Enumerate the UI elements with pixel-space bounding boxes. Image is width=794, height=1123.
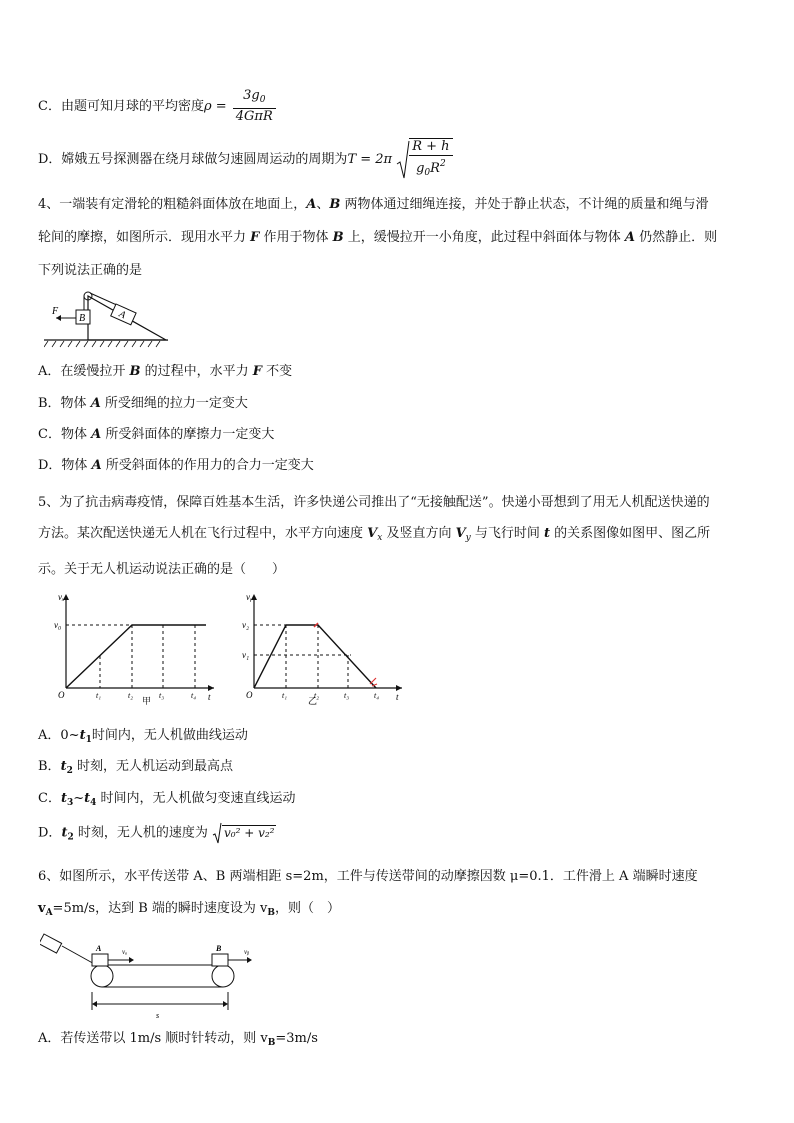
- q5-option-b: B．$t_2$ 时刻，无人机运动到最高点: [38, 759, 233, 776]
- rho-symbol: ρ =: [203, 99, 227, 114]
- q5-graph-yi: [236, 590, 406, 708]
- q4-option-c: C．物体 A 所受斜面体的摩擦力一定变大: [38, 427, 275, 442]
- vx-line: [66, 625, 206, 688]
- svg-text:t₂: t₂: [128, 691, 134, 700]
- svg-text:vᵧ: vᵧ: [246, 592, 253, 602]
- svg-text:t₃: t₃: [344, 691, 350, 700]
- q6-stem: 6、如图所示，水平传送带 A、B 两端相距 s=2m，工件与传送带间的动摩擦因数 μ=0.1．工件滑上 A 端瞬时速度 $v_A=5m/s$，达到 B 端的瞬时速度设为 $v_B$，则（ ）: [38, 869, 698, 918]
- svg-text:t: t: [208, 692, 211, 702]
- q4-option-d: D．物体 A 所受斜面体的作用力的合力一定变大: [38, 458, 314, 473]
- svg-text:vᵦ: vᵦ: [244, 948, 250, 956]
- sqrt-expression: $\frac{R + h}{g_0R^2}$: [396, 138, 454, 181]
- q6-option-a: A．若传送带以 1m/s 顺时针转动，则 $v_B=3m/s$: [38, 1031, 318, 1048]
- svg-text:B: B: [216, 944, 222, 953]
- svg-text:B: B: [79, 313, 86, 324]
- svg-text:O: O: [58, 690, 65, 700]
- q5-graph-jia: [48, 590, 218, 708]
- workpiece-b: [212, 954, 228, 966]
- vy-line: [254, 625, 376, 688]
- workpiece-a: [92, 954, 108, 966]
- svg-text:t₁: t₁: [96, 691, 102, 700]
- svg-text:t: t: [396, 692, 399, 702]
- q4-incline-figure: [44, 284, 174, 352]
- left-roller-icon: [91, 965, 113, 987]
- q3-option-c: [38, 88, 278, 125]
- q4-option-b: B．物体 A 所受细绳的拉力一定变大: [38, 396, 248, 411]
- svg-text:F: F: [52, 306, 59, 317]
- q5-option-d: D．$t_2$ 时刻，无人机的速度为 v₀² + v₂²: [38, 822, 276, 847]
- radical-sign-icon: [396, 140, 410, 180]
- q5-option-a: A．$0\sim t_1$时间内，无人机做曲线运动: [38, 728, 248, 745]
- svg-text:t₄: t₄: [191, 691, 197, 700]
- q5-stem: 5、为了抗击病毒疫情，保障百姓基本生活，许多快递公司推出了“无接触配送”。快递小哥想到了用无人机配送快递的 方法。某次配送快递无人机在飞行过程中，水平方向速度 $V_x$ 及竖直方向 $V_y$ 与飞行时间 t 的关系图像如图甲、图乙所 示。关于无人机运动说法正确的是（ ）: [38, 495, 711, 577]
- svg-text:vₓ: vₓ: [58, 592, 65, 602]
- period-symbol: T = 2π: [347, 152, 393, 167]
- density-fraction: $\frac{3g_0}{\text{4GπR}}$: [233, 88, 276, 125]
- svg-text:vₐ: vₐ: [122, 948, 128, 956]
- workpiece-start: [40, 934, 62, 953]
- svg-text:t₃: t₃: [159, 691, 165, 700]
- q4-option-a: A．在缓慢拉开 B 的过程中，水平力 F 不变: [38, 364, 293, 379]
- speed-sqrt: v₀² + v₂²: [212, 822, 276, 844]
- svg-text:v₁: v₁: [242, 650, 250, 660]
- q5-option-c: C．$t_3\sim t_4$ 时间内，无人机做匀变速直线运动: [38, 791, 296, 808]
- svg-text:A: A: [96, 944, 102, 953]
- q6-conveyor-figure: [40, 926, 270, 1022]
- svg-text:甲: 甲: [142, 696, 152, 706]
- radical-sign-icon: [212, 822, 222, 844]
- q3-option-c-text: C．由题可知月球的平均密度: [38, 99, 204, 114]
- q3-option-d: [38, 138, 455, 181]
- svg-text:s: s: [156, 1011, 160, 1020]
- svg-text:t₂: t₂: [314, 691, 320, 700]
- q3-option-d-text: D．嫦娥五号探测器在绕月球做匀速圆周运动的周期为: [38, 152, 348, 167]
- q4-stem: 4、一端装有定滑轮的粗糙斜面体放在地面上，A、B 两物体通过细绳连接，并处于静止状态，不计绳的质量和绳与滑 轮间的摩擦，如图所示．现用水平力 F 作用于物体 B 上，缓慢拉开一小角度，此过程中斜面体与物体 A 仍然静止．则 下列说法正确的是: [38, 197, 718, 278]
- svg-text:A: A: [117, 308, 128, 322]
- right-roller-icon: [212, 965, 234, 987]
- svg-text:t₄: t₄: [374, 691, 380, 700]
- svg-text:t₁: t₁: [282, 691, 288, 700]
- svg-text:v₂: v₂: [242, 620, 250, 630]
- svg-text:乙: 乙: [308, 696, 318, 706]
- svg-text:v₀: v₀: [54, 620, 62, 630]
- svg-text:O: O: [246, 690, 253, 700]
